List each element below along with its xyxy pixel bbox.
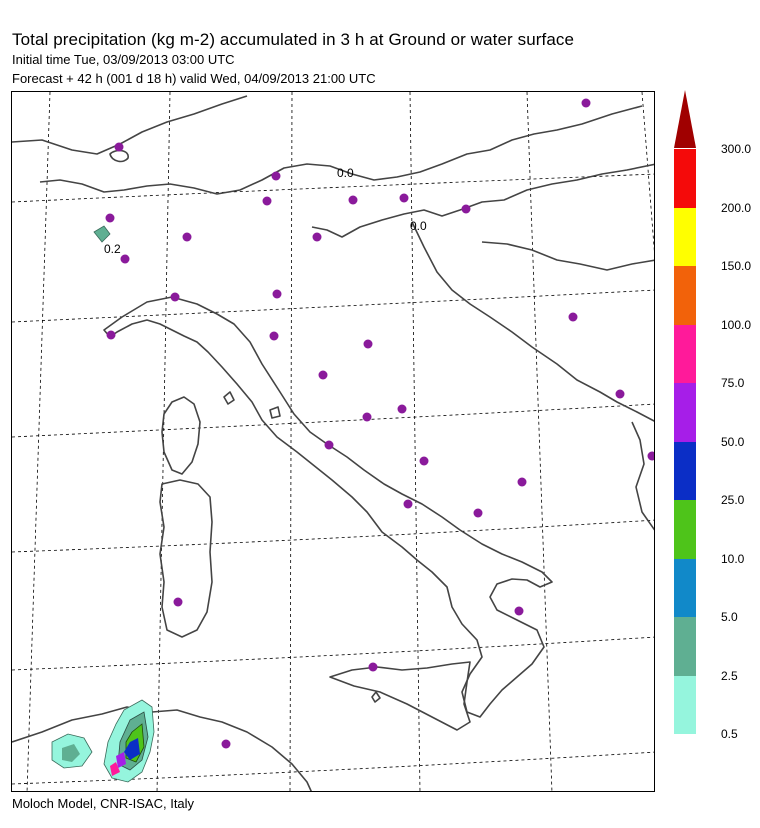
graticule [12, 92, 655, 792]
station-marker [121, 255, 130, 264]
map-canvas [12, 92, 655, 792]
colorbar-band [674, 266, 696, 325]
station-marker [107, 331, 116, 340]
station-marker [462, 205, 471, 214]
colorbar-band [674, 500, 696, 559]
contour-label: 0.2 [104, 242, 121, 256]
colorbar-band [674, 208, 696, 267]
station-marker [369, 663, 378, 672]
colorbar-band [674, 442, 696, 501]
colorbar-band [674, 325, 696, 384]
contour-label: 0.0 [410, 219, 427, 233]
station-marker [398, 405, 407, 414]
station-marker [171, 293, 180, 302]
station-marker [106, 214, 115, 223]
station-marker [273, 290, 282, 299]
station-marker [183, 233, 192, 242]
colorbar-tick-label: 25.0 [721, 493, 745, 507]
station-marker [313, 233, 322, 242]
forecast-valid-label: Forecast + 42 h (001 d 18 h) valid Wed, 04/09/2013 21:00 UTC [12, 71, 376, 86]
station-marker [270, 332, 279, 341]
station-marker [569, 313, 578, 322]
initial-time-label: Initial time Tue, 03/09/2013 03:00 UTC [12, 52, 235, 67]
station-markers [106, 99, 656, 749]
precipitation-field [52, 226, 154, 782]
station-marker [115, 143, 124, 152]
station-marker [420, 457, 429, 466]
station-marker [319, 371, 328, 380]
colorbar-tick-label: 150.0 [721, 259, 752, 273]
station-marker [364, 340, 373, 349]
station-marker [616, 390, 625, 399]
colorbar-tick-label: 10.0 [721, 551, 745, 566]
station-marker [474, 509, 483, 518]
colorbar-band [674, 676, 696, 735]
colorbar-tick-label: 2.5 [721, 668, 738, 683]
station-marker [325, 441, 334, 450]
colorbar-band [674, 383, 696, 442]
model-credit: Moloch Model, CNR-ISAC, Italy [12, 796, 195, 811]
station-marker [400, 194, 409, 203]
station-marker [263, 197, 272, 206]
station-marker [518, 478, 527, 487]
colorbar-band [674, 617, 696, 676]
station-marker [582, 99, 591, 108]
colorbar-tick-label: 300.0 [721, 142, 752, 156]
colorbar [674, 90, 696, 734]
colorbar-tick-label: 75.0 [721, 376, 745, 390]
station-marker [515, 607, 524, 616]
colorbar-tick-label: 5.0 [721, 610, 738, 624]
station-marker [174, 598, 183, 607]
precipitation-map[interactable] [11, 91, 655, 792]
colorbar-tick-label: 0.5 [721, 727, 738, 741]
station-marker [648, 452, 656, 461]
contour-label: 0.0 [337, 166, 354, 180]
station-marker [349, 196, 358, 205]
colorbar-band [674, 559, 696, 618]
map-title: Total precipitation (kg m-2) accumulated in 3 h at Ground or water surface [12, 30, 575, 49]
colorbar-tick-label: 200.0 [721, 200, 752, 215]
colorbar-band [674, 149, 696, 208]
station-marker [272, 172, 281, 181]
station-marker [363, 413, 372, 422]
coastlines [12, 96, 655, 792]
colorbar-tick-label: 50.0 [721, 434, 745, 449]
station-marker [404, 500, 413, 509]
colorbar-tick-label: 100.0 [721, 317, 752, 332]
station-marker [222, 740, 231, 749]
